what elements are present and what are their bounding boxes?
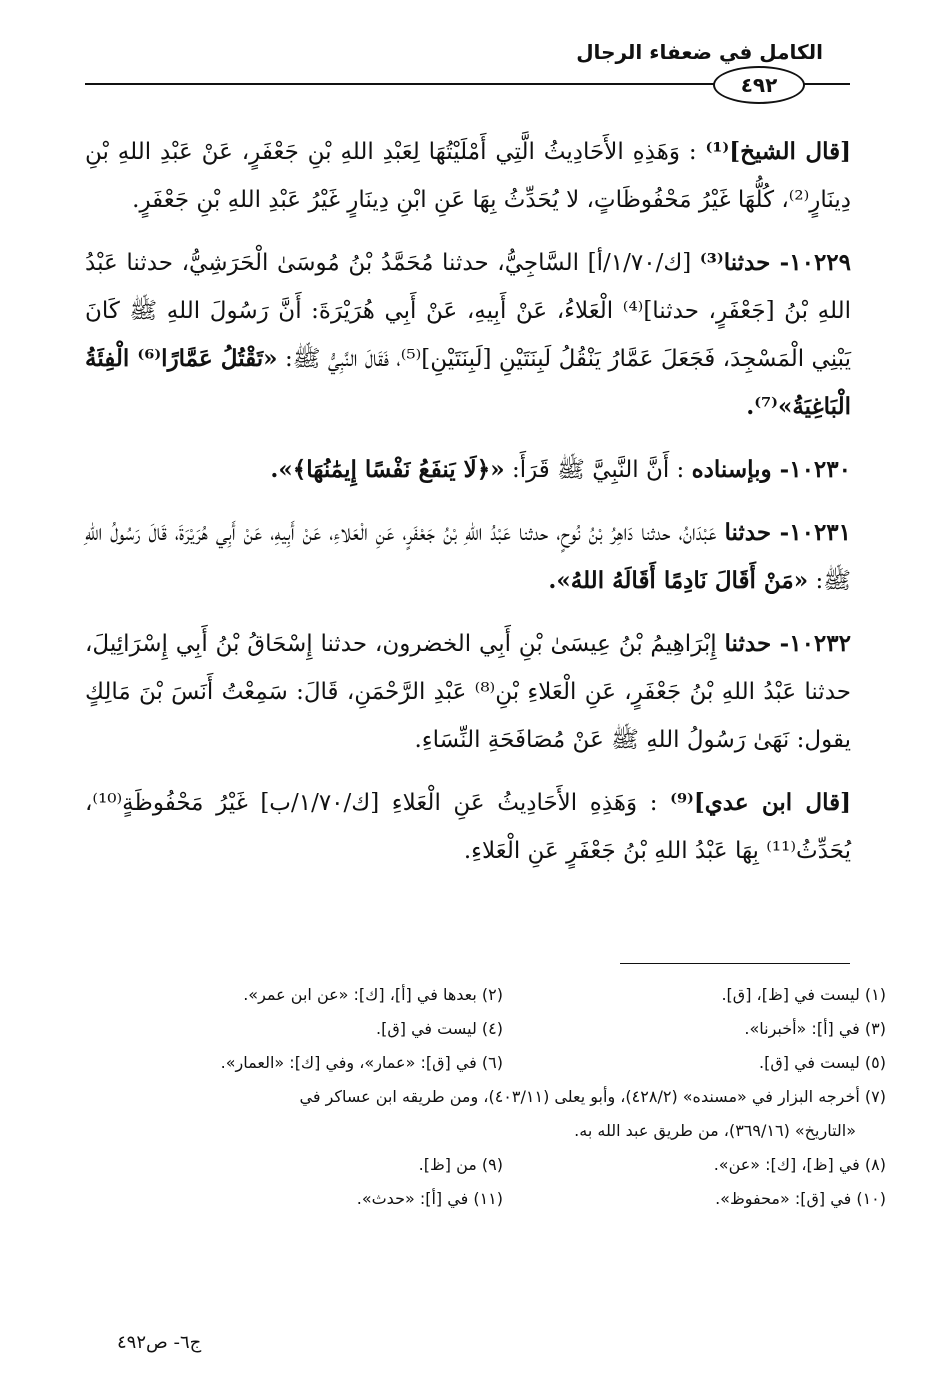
footnote: (١) ليست في [ظ]، [ق].	[721, 985, 886, 1004]
footnote: (٤) ليست في [ق].	[376, 1019, 503, 1038]
footnote: (٢) بعدها في [أ]، [ك]: «عن ابن عمر».	[243, 985, 503, 1004]
paragraph-lead: ١٠٢٢٩- حدثنا⁽³⁾	[699, 249, 852, 276]
footnote-row	[120, 978, 886, 1012]
hadith-quote: «﴿لَا يَنفَعُ نَفْسًا إِيمَٰنُهَا﴾».	[270, 456, 505, 483]
paragraph-lead: ١٠٢٣٠- وبإسناده	[691, 456, 851, 483]
hadith-quote: «مَنْ أَقَالَ نَادِمًا أَقَالَهُ اللهُ».	[548, 567, 809, 594]
hadith-paragraph	[85, 446, 851, 494]
footnote-continuation: «التاريخ» (٣٦٩/١٦)، من طريق عبد الله به.	[574, 1121, 856, 1140]
footnote: (٣) في [أ]: «أخبرنا».	[744, 1019, 886, 1038]
paragraph-lead: ١٠٢٣٢- حدثنا	[724, 630, 851, 657]
footnote: (١١) في [أ]: «حدث».	[356, 1189, 503, 1208]
footnote-row	[120, 1114, 886, 1148]
main-text	[85, 128, 851, 890]
paragraph	[85, 128, 851, 224]
paragraph	[85, 779, 851, 875]
paragraph-lead: [قال ابن عدي]⁽⁹⁾	[670, 789, 852, 816]
hadith-quote: «تَقْتُلُ عَمَّارًا⁽⁶⁾ الْفِئَةُ الْبَاغِيَةُ»⁽⁷⁾.	[85, 345, 851, 420]
hadith-paragraph	[85, 620, 851, 764]
paragraph-lead: ١٠٢٣١- حدثنا	[724, 519, 852, 546]
paragraph-text: : وَهَذِهِ الأَحَادِيثُ الَّتِي أَمْلَيْتُهَا لِعَبْدِ اللهِ بْنِ جَعْفَرٍ، عَنْ عَبْدِ اللهِ بْنِ دِينَارٍ⁽²⁾، كُلُّهَا غَيْرُ مَحْفُوظَاتٍ، لا يُحَدِّثُ بِهَا عَنِ ابْنِ دِينَارٍ غَيْرُ عَبْدِ اللهِ بْنِ جَعْفَرٍ.	[85, 139, 851, 213]
footnote-row	[120, 1182, 886, 1216]
footnote: (٧) أخرجه البزار في «مسنده» (٤٢٨/٢)، وأبو يعلى (٤٠٣/١١)، ومن طريقه ابن عساكر في	[299, 1087, 886, 1106]
footnote: (٩) من [ظ].	[418, 1155, 503, 1174]
folio: ج٦- ص٤٩٢	[117, 1332, 202, 1353]
footnote-row	[120, 1012, 886, 1046]
footnote: (٨) في [ظ]، [ك]: «عن».	[713, 1155, 886, 1174]
footnote-row	[120, 1080, 886, 1114]
paragraph-text: إِبْرَاهِيمُ بْنُ عِيسَىٰ بْنِ أَبِي الخضرون، حدثنا إِسْحَاقُ بْنُ أَبِي إِسْرَائِيلَ، حدثنا عَبْدُ اللهِ بْنُ جَعْفَرٍ، عَنِ الْعَلاءِ بْنِ⁽⁸⁾ عَبْدِ الرَّحْمَنِ، قَالَ: سَمِعْتُ أَنَسَ بْنَ مَالِكٍ يقول: نَهَىٰ رَسُولُ اللهِ ﷺ عَنْ مُصَافَحَةِ النِّسَاءِ.	[85, 631, 851, 753]
footnote-row	[120, 1046, 886, 1080]
footnote: (٦) في [ق]: «عمار»، وفي [ك]: «العمار».	[220, 1053, 503, 1072]
hadith-paragraph	[85, 509, 851, 605]
paragraph-text: [ك/١/٧٠/أ] السَّاجِيُّ، حدثنا مُحَمَّدُ بْنُ مُوسَىٰ الْحَرَشِيُّ، حدثنا عَبْدُ اللهِ بْنُ [جَعْفَرٍ، حدثنا]⁽⁴⁾ الْعَلاءُ، عَنْ أَبِيهِ، عَنْ أَبِي هُرَيْرَةَ: أَنَّ رَسُولَ اللهِ ﷺ كَانَ يَبْنِي الْمَسْجِدَ، فَجَعَلَ عَمَّارُ يَنْقُلُ لَبِنَتَيْنِ [لَبِنَتَيْنِ]⁽⁵⁾، فَقَالَ النَّبِيُّ ﷺ:	[85, 250, 852, 372]
paragraph-text: : أَنَّ النَّبِيَّ ﷺ قَرَأَ:	[511, 457, 685, 483]
footnote-rule	[620, 963, 850, 964]
running-title: الكامل في ضعفاء الرجال	[576, 40, 823, 64]
hadith-paragraph	[85, 239, 851, 431]
page-number: ٤٩٢	[713, 66, 805, 104]
footnote: (٥) ليست في [ق].	[759, 1053, 886, 1072]
paragraph-text: عَبْدَانُ، حدثنا دَاهِرُ بْنُ نُوحٍ، حدثنا عَبْدُ اللهِ بْنُ جَعْفَرٍ، عَنِ الْعَلاءِ، عَنْ أَبِيهِ، عَنْ أَبِي هُرَيْرَةَ، قَالَ رَسُولُ اللهِ ﷺ:	[85, 520, 851, 594]
paragraph-lead: [قال الشيخ]⁽¹⁾	[705, 138, 852, 165]
footnotes	[120, 978, 886, 1216]
paragraph-text: : وَهَذِهِ الأَحَادِيثُ عَنِ الْعَلاءِ [ك/١/٧٠/ب] غَيْرُ مَحْفُوظَةٍ⁽¹⁰⁾، يُحَدِّثُ⁽¹¹⁾ بِهَا عَبْدُ اللهِ بْنُ جَعْفَرٍ عَنِ الْعَلاءِ.	[85, 790, 851, 864]
footnote-row	[120, 1148, 886, 1182]
footnote: (١٠) في [ق]: «محفوظ».	[715, 1189, 886, 1208]
